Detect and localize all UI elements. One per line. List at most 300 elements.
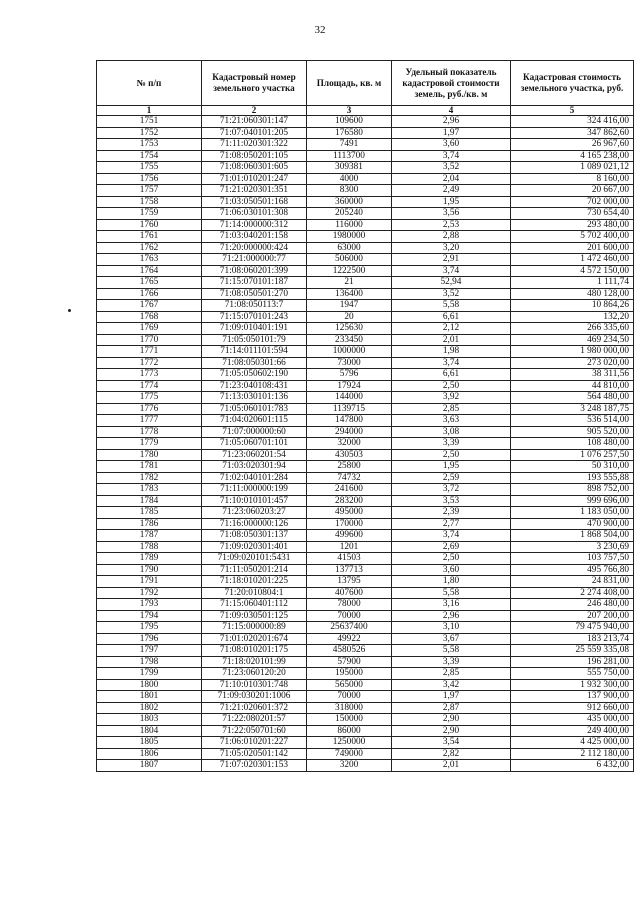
cell-number: 1765 xyxy=(97,277,202,289)
cell-cadastral-number: 71:23:060201:54 xyxy=(202,449,307,461)
cell-unit-value: 3,08 xyxy=(392,426,511,438)
cell-cadastral-value: 8 160,00 xyxy=(511,173,634,185)
cell-area: 41503 xyxy=(307,553,392,565)
cell-number: 1799 xyxy=(97,668,202,680)
cell-unit-value: 2,39 xyxy=(392,507,511,519)
table-row xyxy=(97,116,634,128)
cell-cadastral-number: 71:20:000000:424 xyxy=(202,242,307,254)
cell-cadastral-value: 38 311,56 xyxy=(511,369,634,381)
cell-unit-value: 3,54 xyxy=(392,737,511,749)
cell-number: 1778 xyxy=(97,426,202,438)
cell-cadastral-value: 495 766,80 xyxy=(511,564,634,576)
cell-area: 144000 xyxy=(307,392,392,404)
cell-number: 1758 xyxy=(97,196,202,208)
cell-cadastral-value: 44 810,00 xyxy=(511,380,634,392)
table-row xyxy=(97,668,634,680)
cell-cadastral-value: 1 932 300,00 xyxy=(511,679,634,691)
cell-number: 1759 xyxy=(97,208,202,220)
cell-cadastral-value: 1 980 000,00 xyxy=(511,346,634,358)
cell-cadastral-number: 71:07:040101:205 xyxy=(202,127,307,139)
cell-number: 1790 xyxy=(97,564,202,576)
table-row xyxy=(97,426,634,438)
cell-cadastral-number: 71:09:020101:5431 xyxy=(202,553,307,565)
cell-cadastral-number: 71:07:000000:60 xyxy=(202,426,307,438)
cell-cadastral-number: 71:06:010201:227 xyxy=(202,737,307,749)
cell-cadastral-number: 71:03:050501:168 xyxy=(202,196,307,208)
cell-cadastral-value: 5 702 400,00 xyxy=(511,231,634,243)
table-row xyxy=(97,219,634,231)
cell-cadastral-value: 293 480,00 xyxy=(511,219,634,231)
cell-unit-value: 3,63 xyxy=(392,415,511,427)
cell-cadastral-value: 4 425 000,00 xyxy=(511,737,634,749)
cell-cadastral-number: 71:05:060101:783 xyxy=(202,403,307,415)
table-row xyxy=(97,139,634,151)
cell-cadastral-number: 71:08:010201:175 xyxy=(202,645,307,657)
cell-cadastral-value: 1 183 050,00 xyxy=(511,507,634,519)
cell-area: 1222500 xyxy=(307,265,392,277)
table-row xyxy=(97,265,634,277)
table-row xyxy=(97,311,634,323)
cell-area: 506000 xyxy=(307,254,392,266)
cell-area: 176580 xyxy=(307,127,392,139)
cell-cadastral-value: 898 752,00 xyxy=(511,484,634,496)
cell-cadastral-number: 71:11:000000:199 xyxy=(202,484,307,496)
cell-cadastral-number: 71:05:060701:101 xyxy=(202,438,307,450)
cell-number: 1771 xyxy=(97,346,202,358)
table-row xyxy=(97,369,634,381)
cell-cadastral-value: 555 750,00 xyxy=(511,668,634,680)
cell-cadastral-number: 71:15:000000:89 xyxy=(202,622,307,634)
cell-unit-value: 3,39 xyxy=(392,438,511,450)
column-number: 4 xyxy=(392,106,511,116)
table-row xyxy=(97,415,634,427)
header-area: Площадь, кв. м xyxy=(307,61,392,106)
cell-cadastral-value: 480 128,00 xyxy=(511,288,634,300)
cell-number: 1794 xyxy=(97,610,202,622)
cell-area: 1113700 xyxy=(307,150,392,162)
cell-unit-value: 1,97 xyxy=(392,127,511,139)
header-cadastral-number: Кадастровый номер земельного участка xyxy=(202,61,307,106)
table-row xyxy=(97,380,634,392)
cell-cadastral-number: 71:03:020301:94 xyxy=(202,461,307,473)
cell-area: 32000 xyxy=(307,438,392,450)
cell-cadastral-value: 26 967,60 xyxy=(511,139,634,151)
cell-unit-value: 6,61 xyxy=(392,369,511,381)
cell-area: 7491 xyxy=(307,139,392,151)
cell-area: 70000 xyxy=(307,691,392,703)
cell-cadastral-number: 71:08:060201:399 xyxy=(202,265,307,277)
cell-number: 1793 xyxy=(97,599,202,611)
table-row xyxy=(97,461,634,473)
cell-number: 1792 xyxy=(97,587,202,599)
cell-unit-value: 2,90 xyxy=(392,714,511,726)
cell-unit-value: 2,59 xyxy=(392,472,511,484)
cell-cadastral-number: 71:15:060401:112 xyxy=(202,599,307,611)
cell-cadastral-number: 71:02:040101:284 xyxy=(202,472,307,484)
cell-number: 1769 xyxy=(97,323,202,335)
cell-area: 25800 xyxy=(307,461,392,473)
cell-cadastral-value: 1 472 460,00 xyxy=(511,254,634,266)
cell-cadastral-number: 71:21:000000:77 xyxy=(202,254,307,266)
cell-cadastral-value: 4 572 150,00 xyxy=(511,265,634,277)
cell-area: 57900 xyxy=(307,656,392,668)
cell-unit-value: 3,92 xyxy=(392,392,511,404)
cell-area: 78000 xyxy=(307,599,392,611)
cell-area: 499600 xyxy=(307,530,392,542)
cell-area: 13795 xyxy=(307,576,392,588)
cell-cadastral-value: 702 000,00 xyxy=(511,196,634,208)
cell-cadastral-number: 71:05:050602:190 xyxy=(202,369,307,381)
cell-number: 1775 xyxy=(97,392,202,404)
cell-cadastral-value: 905 520,00 xyxy=(511,426,634,438)
cell-number: 1782 xyxy=(97,472,202,484)
cell-unit-value: 2,96 xyxy=(392,610,511,622)
cell-area: 3200 xyxy=(307,760,392,772)
cell-number: 1787 xyxy=(97,530,202,542)
cell-area: 1201 xyxy=(307,541,392,553)
cell-number: 1791 xyxy=(97,576,202,588)
cell-cadastral-value: 207 200,00 xyxy=(511,610,634,622)
table-row xyxy=(97,357,634,369)
cell-unit-value: 2,12 xyxy=(392,323,511,335)
cell-area: 318000 xyxy=(307,702,392,714)
cell-number: 1789 xyxy=(97,553,202,565)
table-row xyxy=(97,346,634,358)
cell-unit-value: 3,53 xyxy=(392,495,511,507)
cell-cadastral-number: 71:08:050201:105 xyxy=(202,150,307,162)
table-row xyxy=(97,633,634,645)
cell-cadastral-value: 2 274 408,00 xyxy=(511,587,634,599)
table-row xyxy=(97,438,634,450)
cell-area: 749000 xyxy=(307,748,392,760)
cell-number: 1754 xyxy=(97,150,202,162)
table-row xyxy=(97,622,634,634)
cell-number: 1780 xyxy=(97,449,202,461)
cell-cadastral-number: 71:11:020301:322 xyxy=(202,139,307,151)
cell-cadastral-number: 71:09:030501:125 xyxy=(202,610,307,622)
cell-cadastral-value: 2 112 180,00 xyxy=(511,748,634,760)
cell-cadastral-number: 71:08:050301:66 xyxy=(202,357,307,369)
cell-unit-value: 2,01 xyxy=(392,760,511,772)
column-number: 3 xyxy=(307,106,392,116)
cell-cadastral-number: 71:08:050301:137 xyxy=(202,530,307,542)
cell-cadastral-number: 71:23:040108:431 xyxy=(202,380,307,392)
cell-area: 195000 xyxy=(307,668,392,680)
cell-cadastral-value: 249 400,00 xyxy=(511,725,634,737)
cell-unit-value: 3,74 xyxy=(392,265,511,277)
table-row xyxy=(97,518,634,530)
cell-cadastral-number: 71:01:010201:247 xyxy=(202,173,307,185)
cell-area: 63000 xyxy=(307,242,392,254)
cell-cadastral-number: 71:08:050501:270 xyxy=(202,288,307,300)
cell-area: 137713 xyxy=(307,564,392,576)
cell-unit-value: 1,95 xyxy=(392,461,511,473)
cell-cadastral-number: 71:15:070101:187 xyxy=(202,277,307,289)
cell-unit-value: 2,69 xyxy=(392,541,511,553)
cell-cadastral-value: 10 864,26 xyxy=(511,300,634,312)
cell-unit-value: 2,85 xyxy=(392,403,511,415)
cell-area: 309381 xyxy=(307,162,392,174)
cell-area: 565000 xyxy=(307,679,392,691)
cell-area: 1947 xyxy=(307,300,392,312)
table-row xyxy=(97,553,634,565)
cell-area: 20 xyxy=(307,311,392,323)
cell-cadastral-number: 71:03:040201:158 xyxy=(202,231,307,243)
cell-area: 360000 xyxy=(307,196,392,208)
cell-cadastral-value: 1 868 504,00 xyxy=(511,530,634,542)
cell-unit-value: 3,52 xyxy=(392,288,511,300)
cell-cadastral-number: 71:18:020101:99 xyxy=(202,656,307,668)
table-row xyxy=(97,645,634,657)
cell-unit-value: 3,74 xyxy=(392,357,511,369)
cell-cadastral-value: 20 667,00 xyxy=(511,185,634,197)
cell-area: 86000 xyxy=(307,725,392,737)
cell-area: 25637400 xyxy=(307,622,392,634)
cell-cadastral-number: 71:14:011101:594 xyxy=(202,346,307,358)
cell-cadastral-value: 435 000,00 xyxy=(511,714,634,726)
table-row xyxy=(97,656,634,668)
cell-area: 116000 xyxy=(307,219,392,231)
cell-cadastral-value: 193 555,88 xyxy=(511,472,634,484)
cell-number: 1760 xyxy=(97,219,202,231)
cell-number: 1757 xyxy=(97,185,202,197)
table-row xyxy=(97,610,634,622)
cell-number: 1785 xyxy=(97,507,202,519)
cell-cadastral-value: 1 111,74 xyxy=(511,277,634,289)
table-row xyxy=(97,576,634,588)
table-row xyxy=(97,599,634,611)
cell-number: 1770 xyxy=(97,334,202,346)
cell-number: 1781 xyxy=(97,461,202,473)
cell-number: 1783 xyxy=(97,484,202,496)
cell-cadastral-number: 71:05:020501:142 xyxy=(202,748,307,760)
cell-area: 147800 xyxy=(307,415,392,427)
cell-cadastral-number: 71:10:010101:457 xyxy=(202,495,307,507)
cell-unit-value: 3,56 xyxy=(392,208,511,220)
cell-cadastral-number: 71:01:020201:674 xyxy=(202,633,307,645)
table-row xyxy=(97,760,634,772)
cell-area: 241600 xyxy=(307,484,392,496)
cell-unit-value: 5,58 xyxy=(392,300,511,312)
cell-area: 294000 xyxy=(307,426,392,438)
cell-area: 205240 xyxy=(307,208,392,220)
cell-cadastral-number: 71:05:050101:79 xyxy=(202,334,307,346)
cell-number: 1777 xyxy=(97,415,202,427)
cell-unit-value: 3,72 xyxy=(392,484,511,496)
table-row xyxy=(97,277,634,289)
column-number: 1 xyxy=(97,106,202,116)
table-row xyxy=(97,288,634,300)
cell-unit-value: 2,82 xyxy=(392,748,511,760)
cell-cadastral-value: 347 862,60 xyxy=(511,127,634,139)
cell-unit-value: 2,96 xyxy=(392,116,511,128)
cell-unit-value: 3,52 xyxy=(392,162,511,174)
column-number: 2 xyxy=(202,106,307,116)
table-row xyxy=(97,564,634,576)
cell-cadastral-value: 132,20 xyxy=(511,311,634,323)
cell-unit-value: 2,90 xyxy=(392,725,511,737)
cell-cadastral-value: 25 559 335,08 xyxy=(511,645,634,657)
table-row xyxy=(97,679,634,691)
cell-unit-value: 3,20 xyxy=(392,242,511,254)
cell-area: 17924 xyxy=(307,380,392,392)
cell-cadastral-value: 50 310,00 xyxy=(511,461,634,473)
cell-unit-value: 5,58 xyxy=(392,587,511,599)
cell-number: 1752 xyxy=(97,127,202,139)
cell-number: 1773 xyxy=(97,369,202,381)
cell-cadastral-number: 71:18:010201:225 xyxy=(202,576,307,588)
cell-area: 49922 xyxy=(307,633,392,645)
table-row xyxy=(97,725,634,737)
cell-cadastral-number: 71:22:050701:60 xyxy=(202,725,307,737)
cell-cadastral-number: 71:22:080201:57 xyxy=(202,714,307,726)
table-row xyxy=(97,242,634,254)
cell-number: 1801 xyxy=(97,691,202,703)
cell-cadastral-number: 71:04:020601:115 xyxy=(202,415,307,427)
cell-cadastral-number: 71:23:060120:20 xyxy=(202,668,307,680)
cell-number: 1800 xyxy=(97,679,202,691)
cell-cadastral-value: 999 696,00 xyxy=(511,495,634,507)
cell-area: 430503 xyxy=(307,449,392,461)
cell-number: 1761 xyxy=(97,231,202,243)
cell-unit-value: 3,60 xyxy=(392,139,511,151)
cell-number: 1751 xyxy=(97,116,202,128)
cell-cadastral-number: 71:06:030101:308 xyxy=(202,208,307,220)
cell-unit-value: 2,49 xyxy=(392,185,511,197)
cell-area: 170000 xyxy=(307,518,392,530)
table-row xyxy=(97,231,634,243)
cell-unit-value: 3,67 xyxy=(392,633,511,645)
cell-unit-value: 3,60 xyxy=(392,564,511,576)
cell-cadastral-number: 71:07:020301:153 xyxy=(202,760,307,772)
cell-cadastral-number: 71:08:050113:7 xyxy=(202,300,307,312)
cell-unit-value: 2,88 xyxy=(392,231,511,243)
cell-number: 1797 xyxy=(97,645,202,657)
cell-area: 109600 xyxy=(307,116,392,128)
cell-unit-value: 3,42 xyxy=(392,679,511,691)
cell-cadastral-value: 470 900,00 xyxy=(511,518,634,530)
cell-cadastral-value: 103 757,50 xyxy=(511,553,634,565)
cell-area: 8300 xyxy=(307,185,392,197)
table-row xyxy=(97,702,634,714)
table-row xyxy=(97,208,634,220)
cell-area: 125630 xyxy=(307,323,392,335)
cell-cadastral-number: 71:08:060301:605 xyxy=(202,162,307,174)
cell-cadastral-value: 3 248 187,75 xyxy=(511,403,634,415)
cell-number: 1796 xyxy=(97,633,202,645)
table-row xyxy=(97,392,634,404)
cell-number: 1763 xyxy=(97,254,202,266)
cell-number: 1764 xyxy=(97,265,202,277)
table-row xyxy=(97,541,634,553)
cell-area: 1000000 xyxy=(307,346,392,358)
cell-unit-value: 2,04 xyxy=(392,173,511,185)
cell-number: 1772 xyxy=(97,357,202,369)
margin-mark xyxy=(68,309,71,312)
cell-number: 1784 xyxy=(97,495,202,507)
header-row xyxy=(97,61,634,106)
header-number: № п/п xyxy=(97,61,202,106)
cell-area: 5796 xyxy=(307,369,392,381)
cell-number: 1804 xyxy=(97,725,202,737)
cell-unit-value: 1,95 xyxy=(392,196,511,208)
cell-cadastral-value: 469 234,50 xyxy=(511,334,634,346)
table-row xyxy=(97,185,634,197)
cell-number: 1802 xyxy=(97,702,202,714)
cell-cadastral-value: 183 213,74 xyxy=(511,633,634,645)
column-number-row xyxy=(97,106,634,116)
cell-cadastral-number: 71:11:050201:214 xyxy=(202,564,307,576)
cell-cadastral-value: 1 089 021,12 xyxy=(511,162,634,174)
cell-unit-value: 3,39 xyxy=(392,656,511,668)
cell-cadastral-number: 71:14:000000:312 xyxy=(202,219,307,231)
cell-cadastral-number: 71:13:030101:136 xyxy=(202,392,307,404)
cell-unit-value: 3,74 xyxy=(392,530,511,542)
cell-cadastral-value: 108 480,00 xyxy=(511,438,634,450)
cell-area: 4580526 xyxy=(307,645,392,657)
cell-unit-value: 2,50 xyxy=(392,449,511,461)
cell-cadastral-value: 3 230,69 xyxy=(511,541,634,553)
cell-area: 1980000 xyxy=(307,231,392,243)
cell-area: 495000 xyxy=(307,507,392,519)
cell-number: 1753 xyxy=(97,139,202,151)
cell-unit-value: 3,74 xyxy=(392,150,511,162)
cell-unit-value: 1,97 xyxy=(392,691,511,703)
cell-area: 136400 xyxy=(307,288,392,300)
header-unit-value: Удельный показатель кадастровой стоимости земель, руб./кв. м xyxy=(392,61,511,106)
page-number: 32 xyxy=(314,24,326,36)
cell-cadastral-number: 71:09:030201:1006 xyxy=(202,691,307,703)
cell-number: 1779 xyxy=(97,438,202,450)
cell-cadastral-number: 71:21:020601:372 xyxy=(202,702,307,714)
table-row xyxy=(97,495,634,507)
table-row xyxy=(97,127,634,139)
cell-number: 1803 xyxy=(97,714,202,726)
cell-cadastral-value: 246 480,00 xyxy=(511,599,634,611)
cell-area: 233450 xyxy=(307,334,392,346)
cell-area: 1250000 xyxy=(307,737,392,749)
cell-unit-value: 1,98 xyxy=(392,346,511,358)
cell-number: 1806 xyxy=(97,748,202,760)
cell-number: 1755 xyxy=(97,162,202,174)
cell-number: 1762 xyxy=(97,242,202,254)
table-row xyxy=(97,334,634,346)
table-row xyxy=(97,714,634,726)
cell-cadastral-number: 71:10:010301:748 xyxy=(202,679,307,691)
table-row xyxy=(97,748,634,760)
cell-unit-value: 2,53 xyxy=(392,219,511,231)
cell-unit-value: 2,91 xyxy=(392,254,511,266)
cell-cadastral-value: 564 480,00 xyxy=(511,392,634,404)
table-row xyxy=(97,150,634,162)
cell-number: 1766 xyxy=(97,288,202,300)
cell-unit-value: 5,58 xyxy=(392,645,511,657)
cell-number: 1786 xyxy=(97,518,202,530)
table-row xyxy=(97,323,634,335)
cell-area: 283200 xyxy=(307,495,392,507)
cell-cadastral-number: 71:16:000000:126 xyxy=(202,518,307,530)
table-row xyxy=(97,530,634,542)
table-row xyxy=(97,587,634,599)
cell-area: 150000 xyxy=(307,714,392,726)
cell-cadastral-value: 24 831,00 xyxy=(511,576,634,588)
cell-unit-value: 2,50 xyxy=(392,380,511,392)
table-row xyxy=(97,737,634,749)
cell-cadastral-value: 266 335,60 xyxy=(511,323,634,335)
table-row xyxy=(97,507,634,519)
table-row xyxy=(97,254,634,266)
cell-unit-value: 1,80 xyxy=(392,576,511,588)
